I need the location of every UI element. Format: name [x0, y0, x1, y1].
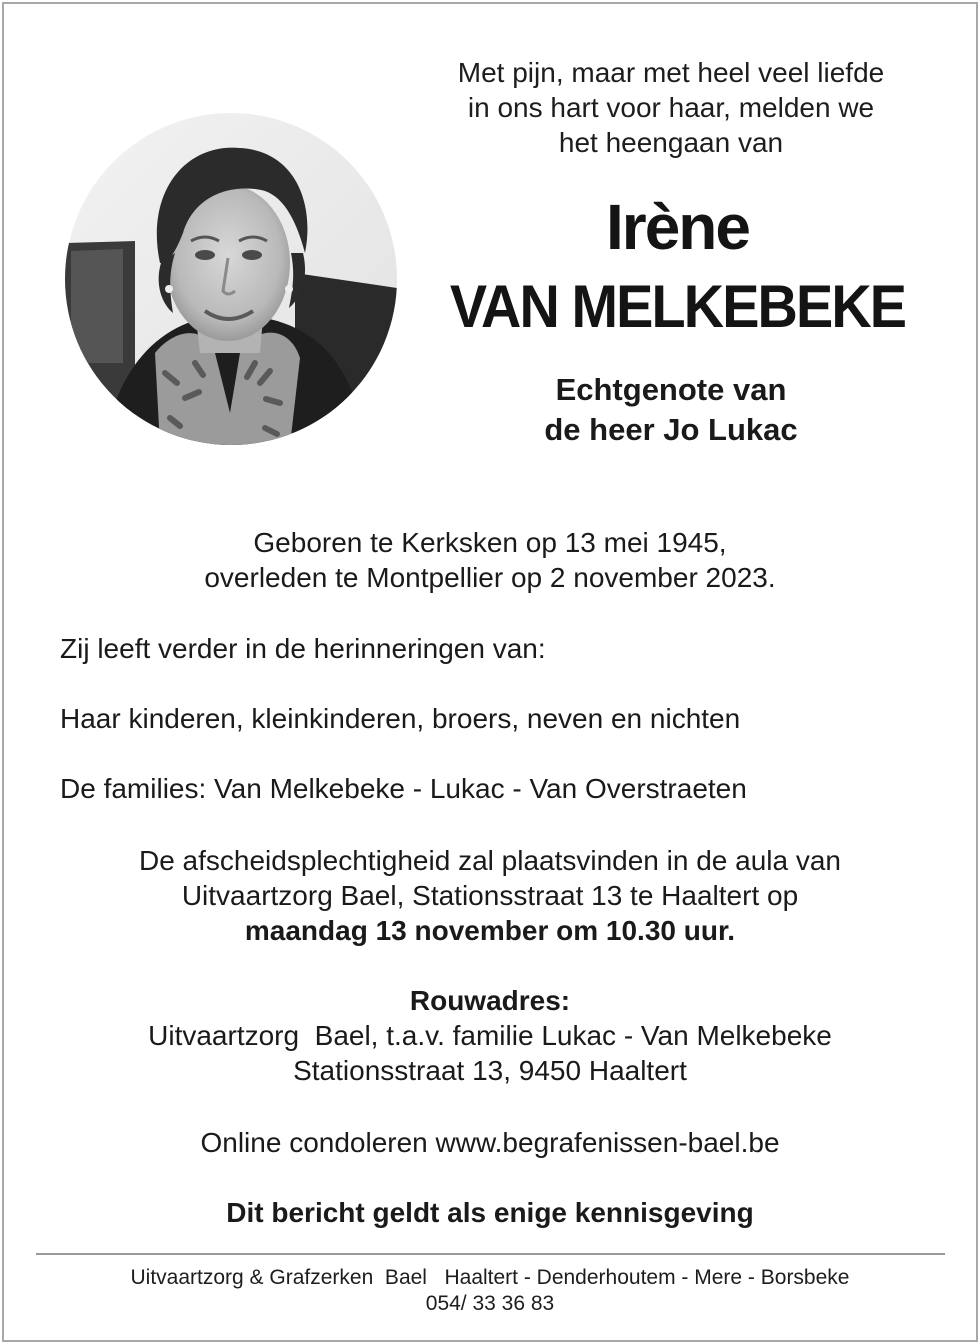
address-heading: Rouwadres:	[409, 985, 571, 1016]
memories-relatives: Haar kinderen, kleinkinderen, broers, neven en nichten	[60, 703, 741, 734]
deceased-first-name: Irène	[606, 191, 749, 263]
death-line: overleden te Montpellier op 2 november 2023.	[204, 562, 776, 593]
intro-line-1: Met pijn, maar met heel veel liefde	[457, 57, 885, 88]
intro-line-3: het heengaan van	[558, 127, 784, 158]
footer	[0, 1265, 980, 1317]
spouse-info	[400, 370, 942, 450]
portrait-photo	[65, 113, 397, 445]
notice-text: Dit bericht geldt als enige kennisgeving	[226, 1197, 754, 1228]
mourning-address	[0, 983, 980, 1088]
footer-company-line: Uitvaartzorg & Grafzerken Bael Haaltert - Denderhoutem - Mere - Borsbeke	[130, 1266, 850, 1289]
memories-intro: Zij leeft verder in de herinneringen van:	[60, 633, 546, 664]
memories-families: De families: Van Melkebeke - Lukac - Van Overstraeten	[60, 773, 747, 804]
online-condolences: Online condoleren www.begrafenissen-bael.be	[200, 1127, 780, 1158]
intro-text	[400, 55, 942, 160]
ceremony-info	[0, 843, 980, 948]
ceremony-date: maandag 13 november om 10.30 uur.	[244, 915, 736, 946]
address-line-2: Stationsstraat 13, 9450 Haaltert	[293, 1055, 687, 1086]
birth-death-info	[0, 525, 980, 595]
spouse-line-1: Echtgenote van	[555, 372, 787, 407]
deceased-last-name: VAN MELKEBEKE	[449, 273, 906, 340]
footer-divider	[36, 1253, 945, 1255]
birth-line: Geboren te Kerksken op 13 mei 1945,	[253, 527, 727, 558]
intro-line-2: in ons hart voor haar, melden we	[467, 92, 875, 123]
spouse-line-2: de heer Jo Lukac	[544, 412, 798, 447]
ceremony-line-1: De afscheidsplechtigheid zal plaatsvinden in de aula van	[138, 845, 842, 876]
ceremony-line-2: Uitvaartzorg Bael, Stationsstraat 13 te Haaltert op	[181, 880, 799, 911]
footer-phone: 054/ 33 36 83	[425, 1292, 555, 1315]
address-line-1: Uitvaartzorg Bael, t.a.v. familie Lukac - Van Melkebeke	[148, 1020, 832, 1051]
